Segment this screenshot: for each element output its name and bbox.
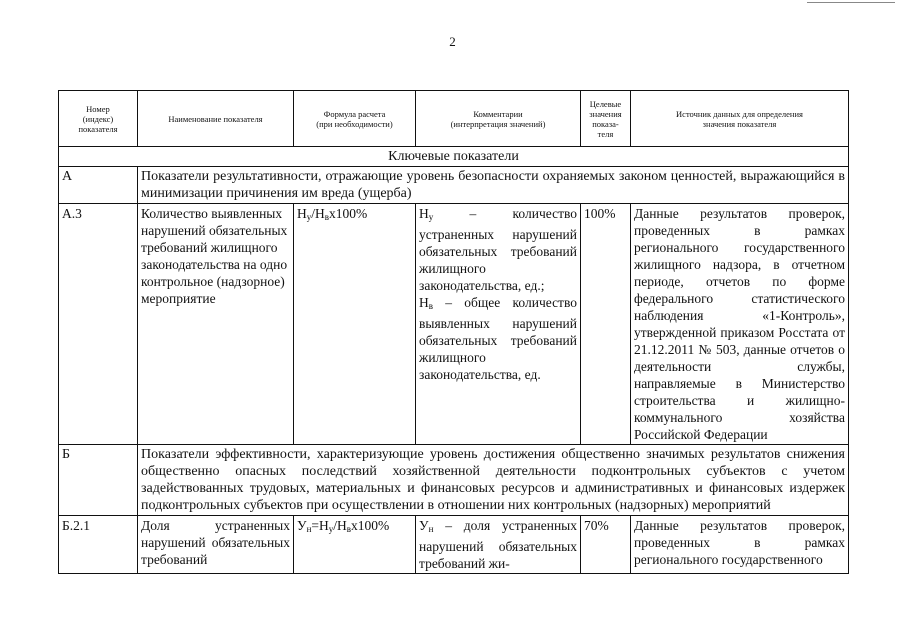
section-a-code: А [59, 167, 138, 204]
row-a3-target: 100% [581, 204, 631, 445]
row-b21-name: Доля устраненных нарушений обязательных требований [138, 516, 294, 574]
row-a3-source: Данные результатов проверок, проведенных в рамках регионального государственного жилищного надзора, в отчетном периоде, отчетов по форме федерального статистического наблюдения «1-Контроль», утвержденной приказом Росстата от 21.12.2011 № 503, данные отчетов о деятельности службы, направляемые в Министерство строительства и жилищно-коммунального хозяйства Российской Федерации [631, 204, 849, 445]
section-b-code: Б [59, 445, 138, 516]
header-comments: Комментарии (интерпретация значений) [416, 91, 581, 147]
header-formula: Формула расчета (при необходимости) [294, 91, 416, 147]
section-a-row [59, 167, 849, 204]
key-indicators-row [59, 147, 849, 167]
row-b21-code: Б.2.1 [59, 516, 138, 574]
row-b21-formula: $У_н=Н_у/Н_вx100\%$ [294, 516, 416, 574]
row-b21-comment: $У_н$ – доля устраненных нарушений обязательных требований жи- [416, 516, 581, 574]
row-a3-formula: $Н_у/Н_вx100\%$ [294, 204, 416, 445]
indicators-table [58, 90, 849, 574]
row-a3-name: Количество выявленных нарушений обязательных требований жилищного законодательства на одно контрольное (надзорное) мероприятие [138, 204, 294, 445]
row-a3-comment-1: $Н_у$ – количество устраненных нарушений обязательных требований жилищного законодательства, ед.; [419, 206, 577, 293]
header-source: Источник данных для определения значения показателя [631, 91, 849, 147]
row-a3 [59, 204, 849, 445]
page-number: 2 [449, 34, 456, 49]
section-a-text: Показатели результативности, отражающие уровень безопасности охраняемых законом ценностей, выражающийся в минимизации причинения им вреда (ущерба) [138, 167, 849, 204]
header-row [59, 91, 849, 147]
row-b21-target: 70% [581, 516, 631, 574]
section-b-text: Показатели эффективности, характеризующие уровень достижения общественно значимых результатов снижения общественно опасных последствий хозяйственной деятельности подконтрольных субъектов с учетом задействованных трудовых, материальных и финансовых ресурсов и административных и финансовых издержек подконтрольных субъектов при осуществлении в отношении них контрольных (надзорных) мероприятий [138, 445, 849, 516]
section-b-row [59, 445, 849, 516]
key-indicators-title: Ключевые показатели [59, 147, 849, 167]
row-a3-comment-2: $Н_в$ – общее количество выявленных нарушений обязательных требований жилищного законодательства, ед. [419, 295, 577, 382]
header-name: Наименование показателя [138, 91, 294, 147]
row-b21-source: Данные результатов проверок, проведенных в рамках регионального государственного [631, 516, 849, 574]
row-a3-comment [416, 204, 581, 445]
header-target: Целевые значения показа- теля [581, 91, 631, 147]
row-b21 [59, 516, 849, 574]
header-index: Номер (индекс) показателя [59, 91, 138, 147]
row-a3-code: А.3 [59, 204, 138, 445]
top-rule [807, 2, 895, 3]
